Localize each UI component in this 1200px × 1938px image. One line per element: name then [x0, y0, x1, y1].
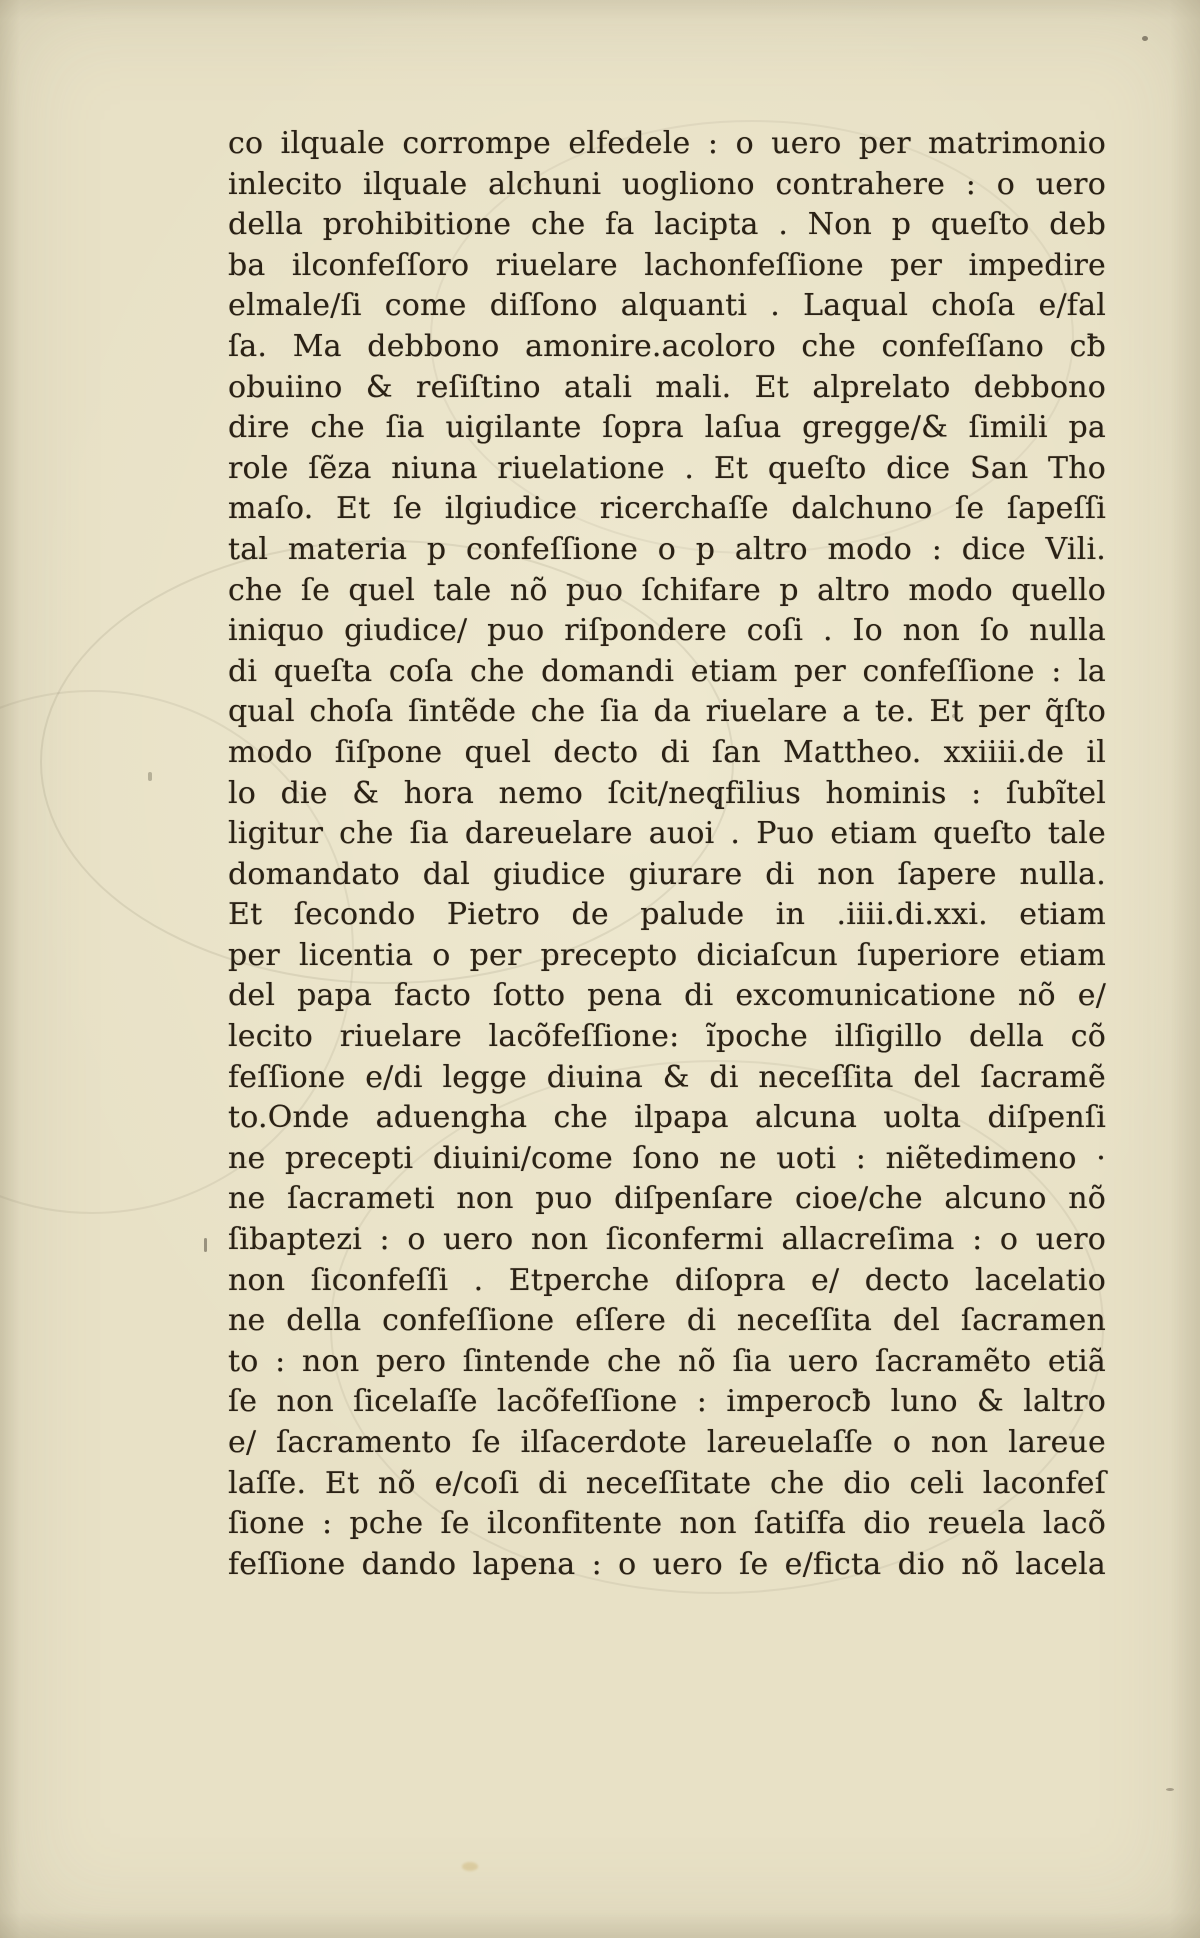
text-line: per licentia o per precepto diciaſcun ſuperiore etiam: [228, 937, 1106, 973]
text-line: e/ ſacramento ſe ilſacerdote lareuelaſſe o non lareue: [228, 1425, 1106, 1460]
text-line: ba ilconfeſſoro riuelare lachonfeſſione per impedire: [228, 247, 1106, 283]
text-line: ſibaptezi : o uero non ſiconfermi allacreſima : o uero: [228, 1222, 1106, 1258]
text-line: che ſe quel tale nõ puo ſchifare p altro modo quello: [228, 572, 1106, 608]
page-text-block: [228, 124, 1106, 1585]
text-line: feſſione dando lapena : o uero ſe e/ficta dio nõ lacela: [228, 1546, 1106, 1582]
text-line: to.Onde aduengha che ilpapa alcuna uolta diſpenſi: [228, 1100, 1106, 1136]
text-line: ſe non ſicelaſſe lacõfeſſione : imperocƀ luno & laltro: [228, 1384, 1106, 1420]
paper-speck: [1166, 1788, 1174, 1791]
text-line: role ſẽza niuna riuelatione . Et queſto dice San Tho: [228, 450, 1106, 486]
text-line: maſo. Et ſe ilgiudice ricerchaſſe dalchuno ſe ſapeſſi: [228, 491, 1106, 527]
text-line: ne ſacrameti non puo diſpenſare cioe/che alcuno nõ: [228, 1181, 1106, 1217]
text-line: lo die & hora nemo ſcit/neq̨filius hominis : ſubĩtel: [228, 775, 1106, 811]
margin-mark: [204, 1238, 207, 1252]
text-line: modo ſiſpone quel decto di ſan Mattheo. xxiiii.de il: [228, 734, 1106, 770]
text-line: del papa facto ſotto pena di excomunicatione nõ e/: [228, 978, 1106, 1014]
text-line: obuiino & reſiſtino atali mali. Et alprelato debbono: [228, 369, 1106, 405]
text-line: dire che ſia uigilante ſopra laſua gregge/& ſimili pa: [228, 410, 1106, 446]
text-line: di queſta coſa che domandi etiam per confeſſione : la: [228, 653, 1106, 689]
text-line: ne della confeſſione eſſere di neceſſita del ſacramen: [228, 1303, 1106, 1339]
paper-speck: [1142, 36, 1148, 41]
text-line: elmale/ſi come diſſono alquanti . Laqual choſa e/fal: [228, 288, 1106, 324]
text-line: to : non pero ſintende che nõ ſia uero ſacramẽto etiã: [228, 1343, 1106, 1379]
text-line: Et ſecondo Pietro de palude in .iiii.di.xxi. etiam: [228, 897, 1106, 933]
text-line: non ſiconfeſſi . Etperche diſopra e/ decto lacelatio: [228, 1262, 1106, 1298]
text-line: domandato dal giudice giurare di non ſapere nulla.: [228, 856, 1106, 892]
paper-stain: [462, 1862, 478, 1871]
text-line: laſſe. Et nõ e/coſi di neceſſitate che dio celi laconfeſ: [228, 1465, 1106, 1501]
text-line: iniquo giudice/ puo riſpondere coſi . Io non ſo nulla: [228, 613, 1106, 649]
text-line: feſſione e/di legge diuina & di neceſſita del ſacramẽ: [228, 1059, 1106, 1095]
text-line: lecito riuelare lacõfeſſione: ĩpoche ilſigillo della cõ: [228, 1019, 1106, 1055]
text-line: ne precepti diuini/come ſono ne uoti : niẽtedimeno ·: [228, 1140, 1106, 1176]
text-line: inlecito ilquale alchuni uogliono contrahere : o uero: [228, 166, 1106, 202]
text-line: tal materia p confeſſione o p altro modo : dice Vili.: [228, 531, 1106, 567]
text-line: ſa. Ma debbono amonire.acoloro che confeſſano cƀ: [228, 328, 1106, 364]
text-line: qual choſa ſintẽde che ſia da riuelare a te. Et per q̃ſto: [228, 694, 1106, 730]
text-line: ligitur che ſia dareuelare auoi . Puo etiam queſto tale: [228, 816, 1106, 852]
text-line: della prohibitione che fa lacipta . Non p queſto deb: [228, 207, 1106, 243]
text-line: co ilquale corrompe elfedele : o uero per matrimonio: [228, 126, 1106, 161]
margin-mark: [148, 772, 152, 781]
text-line: ſione : pche ſe ilconfitente non ſatiſfa dio reuela lacõ: [228, 1506, 1106, 1542]
